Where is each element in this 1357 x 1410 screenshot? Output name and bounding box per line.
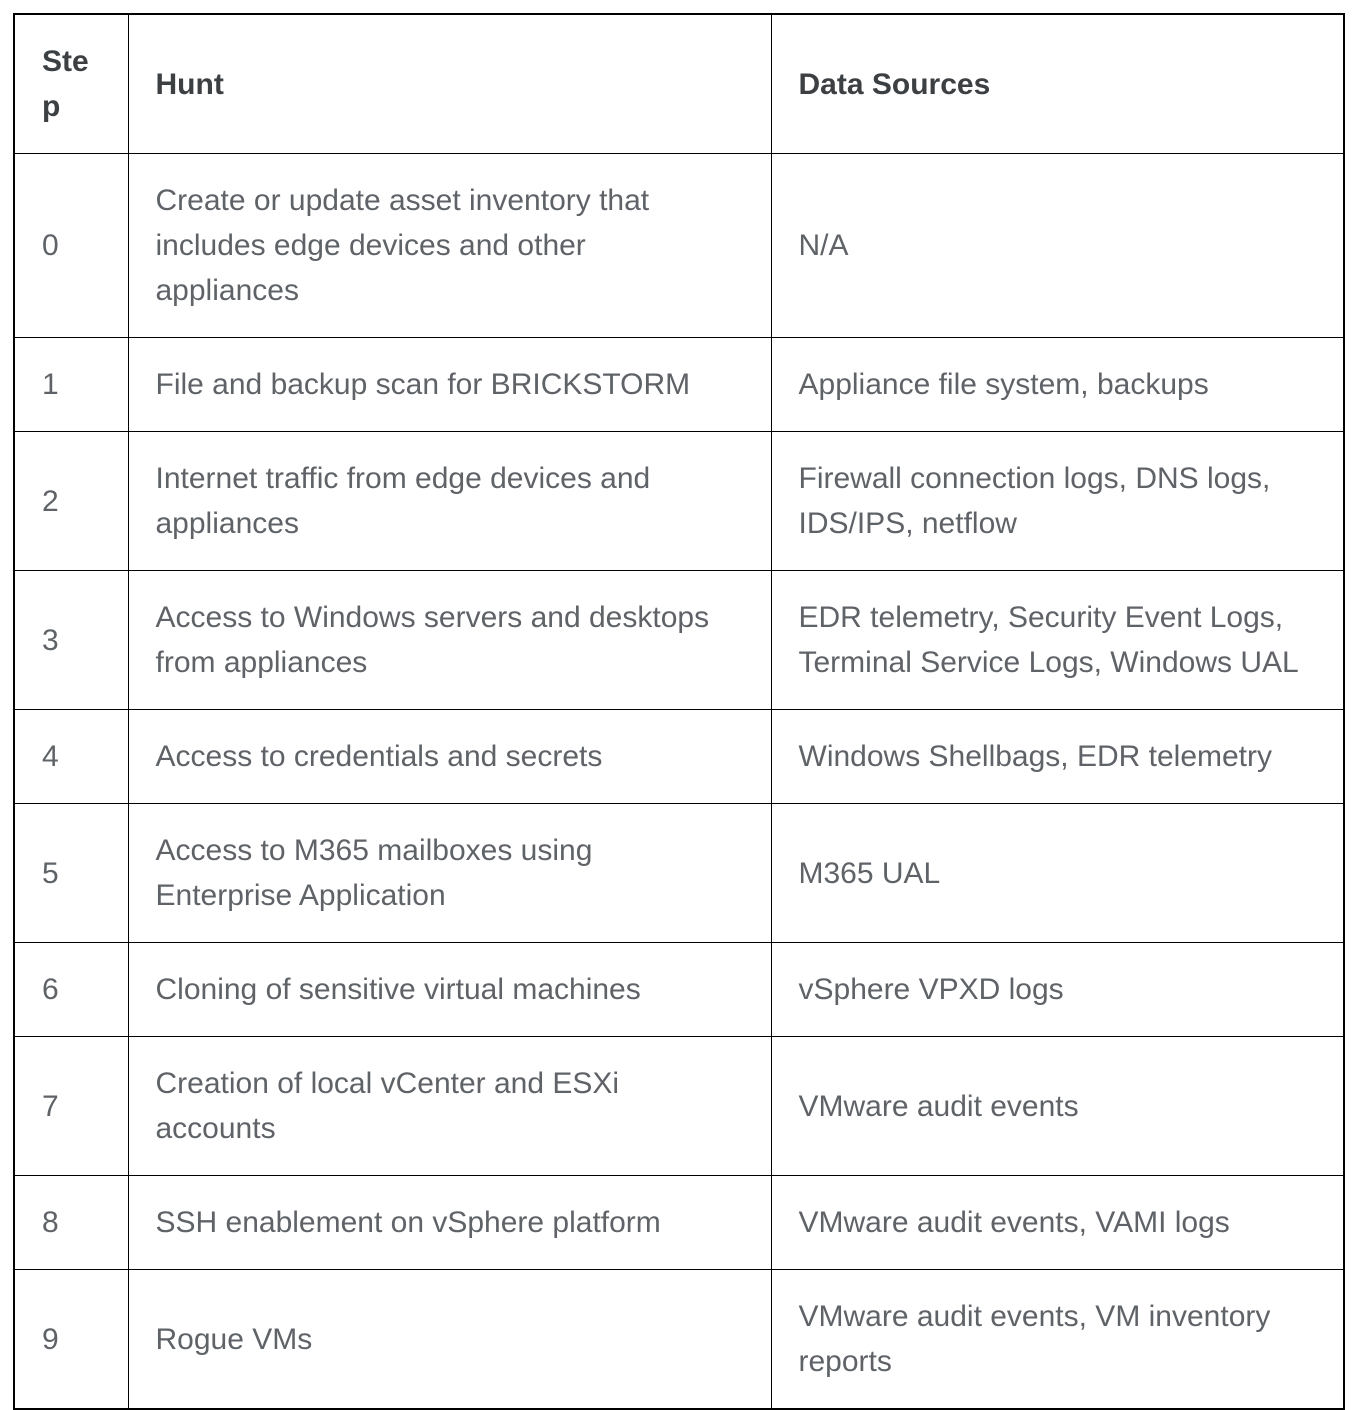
table-row [14,571,1344,710]
hunt-cell: Access to Windows servers and desktops from appliances [128,571,771,710]
step-cell: 6 [14,943,128,1037]
step-cell: 0 [14,154,128,338]
step-cell: 1 [14,338,128,432]
table-row [14,943,1344,1037]
hunt-cell: Creation of local vCenter and ESXi accounts [128,1037,771,1176]
hunt-cell: Rogue VMs [128,1270,771,1410]
table-row [14,432,1344,571]
table-row [14,338,1344,432]
data-sources-cell: Appliance file system, backups [771,338,1344,432]
step-cell: 7 [14,1037,128,1176]
hunt-cell: File and backup scan for BRICKSTORM [128,338,771,432]
column-header-step: Step [14,14,128,154]
hunt-cell: Cloning of sensitive virtual machines [128,943,771,1037]
table-row [14,154,1344,338]
table-row [14,710,1344,804]
hunt-cell: Create or update asset inventory that includes edge devices and other appliances [128,154,771,338]
hunt-steps-table [13,13,1345,1410]
step-cell: 8 [14,1176,128,1270]
data-sources-cell: M365 UAL [771,804,1344,943]
header-row [14,14,1344,154]
step-cell: 9 [14,1270,128,1410]
table-row [14,804,1344,943]
hunt-cell: SSH enablement on vSphere platform [128,1176,771,1270]
step-cell: 4 [14,710,128,804]
column-header-data-sources: Data Sources [771,14,1344,154]
step-cell: 3 [14,571,128,710]
table-row [14,1176,1344,1270]
hunt-cell: Access to credentials and secrets [128,710,771,804]
data-sources-cell: Windows Shellbags, EDR telemetry [771,710,1344,804]
data-sources-cell: vSphere VPXD logs [771,943,1344,1037]
column-header-hunt: Hunt [128,14,771,154]
step-cell: 5 [14,804,128,943]
data-sources-cell: VMware audit events, VM inventory reports [771,1270,1344,1410]
table-row [14,1037,1344,1176]
table-row [14,1270,1344,1410]
data-sources-cell: VMware audit events, VAMI logs [771,1176,1344,1270]
data-sources-cell: N/A [771,154,1344,338]
hunt-cell: Access to M365 mailboxes using Enterprise Application [128,804,771,943]
data-sources-cell: EDR telemetry, Security Event Logs, Terminal Service Logs, Windows UAL [771,571,1344,710]
data-sources-cell: VMware audit events [771,1037,1344,1176]
table-body [14,154,1344,1410]
data-sources-cell: Firewall connection logs, DNS logs, IDS/IPS, netflow [771,432,1344,571]
hunt-cell: Internet traffic from edge devices and appliances [128,432,771,571]
step-cell: 2 [14,432,128,571]
